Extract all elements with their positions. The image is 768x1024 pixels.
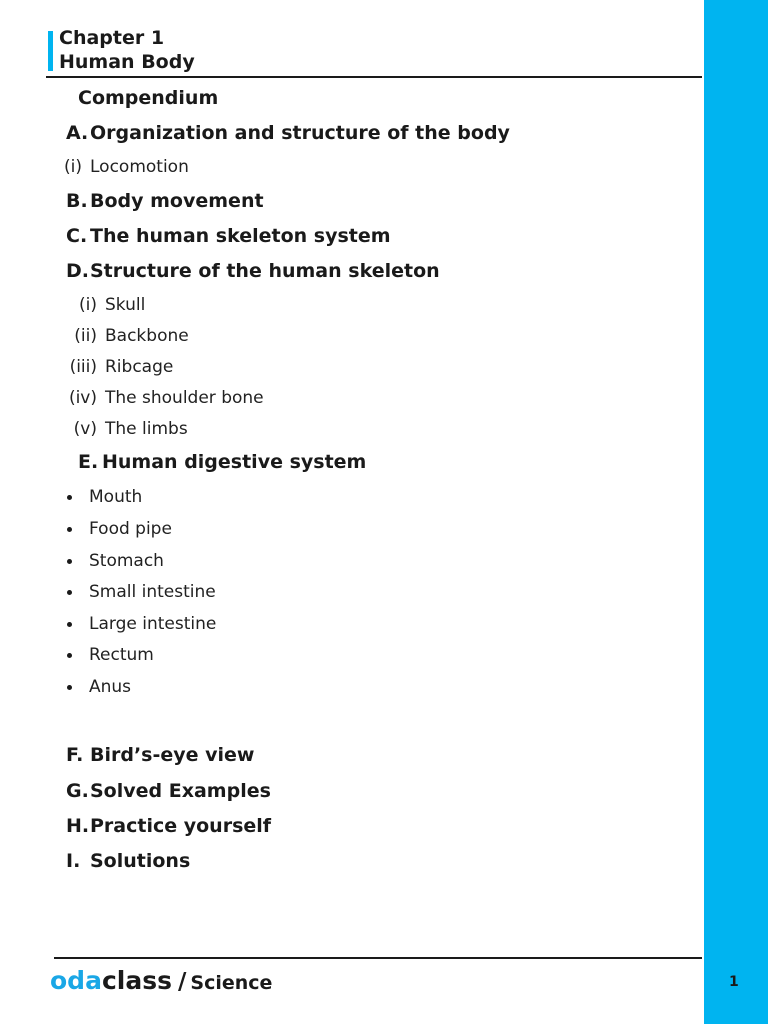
toc-section-b: [66, 189, 264, 213]
list-item: Large intestine: [89, 614, 217, 634]
subitem-text: Skull: [105, 295, 146, 315]
subitem-text: The limbs: [105, 419, 188, 439]
header-accent-bar: [48, 31, 53, 71]
bullet-icon: [67, 622, 72, 627]
subitem-numeral: (v): [73, 419, 97, 439]
section-title: Solved Examples: [90, 780, 271, 802]
toc-subitem: [67, 417, 188, 441]
bullet-icon: [67, 685, 72, 690]
toc-section-d: [66, 259, 440, 283]
subitem-text: Locomotion: [90, 157, 189, 177]
compendium-title: Compendium: [78, 87, 219, 109]
list-item: Mouth: [89, 487, 143, 507]
section-title: Organization and structure of the body: [90, 122, 510, 144]
chapter-number: Chapter 1: [59, 27, 165, 49]
side-accent-bar: [704, 0, 768, 1024]
list-item: Small intestine: [89, 582, 216, 602]
toc-section-h: [66, 814, 271, 838]
subitem-numeral: (i): [64, 157, 82, 177]
brand-class: class: [101, 966, 172, 995]
list-item: Stomach: [89, 551, 164, 571]
bullet-icon: [67, 653, 72, 658]
subitem-text: The shoulder bone: [105, 388, 264, 408]
footer-divider: [54, 957, 702, 959]
bullet-icon: [67, 495, 72, 500]
toc-section-f: [66, 743, 255, 767]
toc-section-a: [66, 121, 510, 145]
section-title: Body movement: [90, 190, 264, 212]
subitem-numeral: (ii): [74, 326, 97, 346]
toc-section-i: [66, 849, 190, 873]
subitem-numeral: (i): [79, 295, 97, 315]
subitem-text: Backbone: [105, 326, 189, 346]
subitem-text: Ribcage: [105, 357, 174, 377]
toc-subitem: [52, 155, 189, 179]
section-title: Human digestive system: [102, 451, 367, 473]
section-letter: H.: [66, 815, 90, 837]
subitem-numeral: (iii): [69, 357, 97, 377]
toc-subitem: [67, 324, 189, 348]
toc-subitem: [67, 355, 173, 379]
subject-label: Science: [190, 972, 273, 994]
toc-section-g: [66, 779, 271, 803]
toc-section-e: [78, 450, 366, 474]
section-letter: E.: [78, 451, 99, 473]
section-letter: F.: [66, 744, 84, 766]
section-title: Solutions: [90, 850, 191, 872]
list-item: Anus: [89, 677, 132, 697]
section-letter: A.: [66, 122, 89, 144]
section-letter: I.: [66, 850, 81, 872]
bullet-icon: [67, 527, 72, 532]
section-title: The human skeleton system: [90, 225, 391, 247]
section-letter: B.: [66, 190, 88, 212]
toc-subitem: [67, 293, 145, 317]
brand-oda: oda: [50, 966, 102, 995]
bullet-icon: [67, 590, 72, 595]
header-divider: [46, 76, 702, 78]
section-title: Practice yourself: [90, 815, 272, 837]
section-title: Bird’s-eye view: [90, 744, 255, 766]
brand-separator: /: [177, 969, 187, 995]
section-letter: C.: [66, 225, 88, 247]
page-number: 1: [729, 974, 739, 990]
toc-section-c: [66, 224, 391, 248]
list-item: Rectum: [89, 645, 154, 665]
chapter-title: Human Body: [59, 51, 195, 73]
toc-subitem: [67, 386, 264, 410]
brand-logo: [50, 966, 272, 998]
subitem-numeral: (iv): [68, 388, 97, 408]
section-title: Structure of the human skeleton: [90, 260, 440, 282]
bullet-icon: [67, 559, 72, 564]
list-item: Food pipe: [89, 519, 172, 539]
section-letter: D.: [66, 260, 89, 282]
section-letter: G.: [66, 780, 89, 802]
